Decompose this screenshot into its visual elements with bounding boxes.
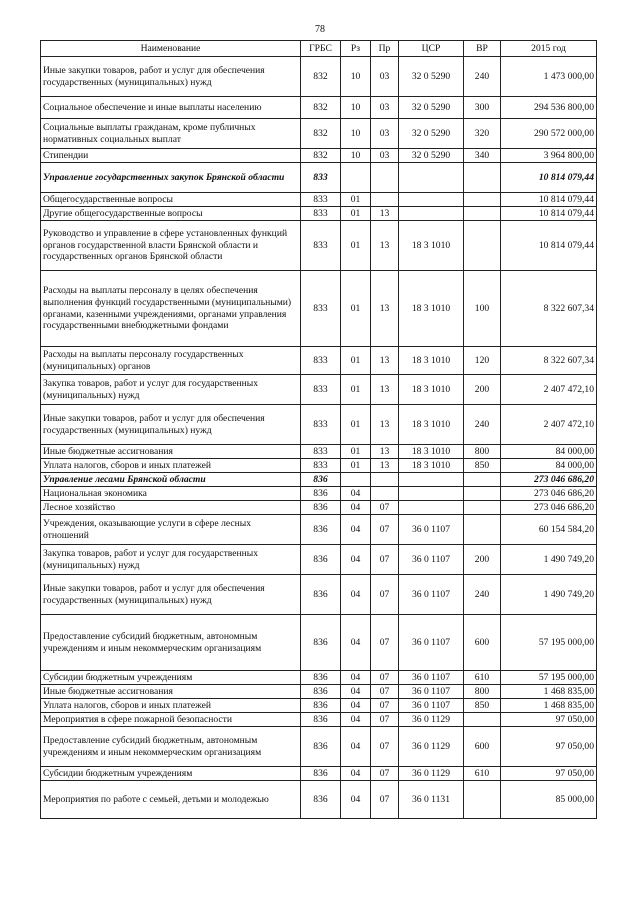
table-row [41, 163, 597, 193]
table-row [41, 207, 597, 221]
table-row [41, 97, 597, 119]
cell-rz: 04 [341, 699, 371, 713]
table-row [41, 615, 597, 671]
cell-pr: 13 [371, 445, 399, 459]
header-vr: ВР [464, 41, 501, 57]
cell-grbs: 833 [301, 207, 341, 221]
cell-rz: 01 [341, 459, 371, 473]
cell-pr: 03 [371, 149, 399, 163]
cell-sum: 1 468 835,00 [501, 699, 597, 713]
cell-vr [464, 207, 501, 221]
cell-rz: 01 [341, 271, 371, 347]
cell-grbs: 832 [301, 149, 341, 163]
cell-csr: 32 0 5290 [399, 97, 464, 119]
cell-pr: 13 [371, 221, 399, 271]
cell-vr: 800 [464, 445, 501, 459]
cell-sum: 57 195 000,00 [501, 671, 597, 685]
cell-vr: 320 [464, 119, 501, 149]
cell-grbs: 833 [301, 271, 341, 347]
cell-csr: 36 0 1131 [399, 781, 464, 819]
cell-name: Субсидии бюджетным учреждениям [41, 767, 301, 781]
cell-grbs: 836 [301, 671, 341, 685]
cell-name: Учреждения, оказывающие услуги в сфере лесных отношений [41, 515, 301, 545]
cell-sum: 1 468 835,00 [501, 685, 597, 699]
cell-sum: 97 050,00 [501, 767, 597, 781]
table-row [41, 713, 597, 727]
table-row [41, 149, 597, 163]
cell-rz: 01 [341, 207, 371, 221]
budget-table [40, 40, 597, 819]
cell-vr: 240 [464, 405, 501, 445]
cell-csr: 32 0 5290 [399, 149, 464, 163]
table-row [41, 767, 597, 781]
cell-pr: 03 [371, 119, 399, 149]
table-header-row [41, 41, 597, 57]
cell-csr [399, 473, 464, 487]
cell-grbs: 836 [301, 699, 341, 713]
cell-grbs: 833 [301, 221, 341, 271]
cell-name: Иные закупки товаров, работ и услуг для обеспечения государственных (муниципальных) нужд [41, 405, 301, 445]
table-row [41, 193, 597, 207]
cell-grbs: 833 [301, 193, 341, 207]
cell-rz: 01 [341, 445, 371, 459]
cell-sum: 294 536 800,00 [501, 97, 597, 119]
cell-rz: 04 [341, 713, 371, 727]
cell-sum: 60 154 584,20 [501, 515, 597, 545]
cell-pr: 07 [371, 671, 399, 685]
cell-vr [464, 487, 501, 501]
cell-rz: 04 [341, 615, 371, 671]
cell-pr: 07 [371, 515, 399, 545]
cell-pr: 07 [371, 545, 399, 575]
cell-vr: 610 [464, 671, 501, 685]
cell-rz: 04 [341, 767, 371, 781]
header-rz: Рз [341, 41, 371, 57]
table-row [41, 575, 597, 615]
cell-name: Субсидии бюджетным учреждениям [41, 671, 301, 685]
cell-vr [464, 221, 501, 271]
table-row [41, 487, 597, 501]
cell-grbs: 832 [301, 57, 341, 97]
cell-csr: 36 0 1107 [399, 615, 464, 671]
table-row [41, 473, 597, 487]
cell-sum: 10 814 079,44 [501, 207, 597, 221]
cell-vr: 240 [464, 57, 501, 97]
table-row [41, 501, 597, 515]
cell-name: Управление государственных закупок Брянской области [41, 163, 301, 193]
cell-rz: 04 [341, 727, 371, 767]
cell-pr: 07 [371, 781, 399, 819]
cell-grbs: 832 [301, 119, 341, 149]
cell-rz: 04 [341, 671, 371, 685]
cell-name: Расходы на выплаты персоналу в целях обеспечения выполнения функций государственными (муниципальными) органами, казенными учреждениями, органами управления государственными внебюджетными фондами [41, 271, 301, 347]
header-pr: Пр [371, 41, 399, 57]
cell-rz [341, 163, 371, 193]
cell-sum: 10 814 079,44 [501, 163, 597, 193]
cell-name: Социальные выплаты гражданам, кроме публичных нормативных социальных выплат [41, 119, 301, 149]
cell-grbs: 836 [301, 501, 341, 515]
table-row [41, 119, 597, 149]
cell-rz: 04 [341, 575, 371, 615]
cell-rz: 04 [341, 545, 371, 575]
cell-vr: 120 [464, 347, 501, 375]
cell-rz: 01 [341, 193, 371, 207]
cell-sum: 1 490 749,20 [501, 545, 597, 575]
cell-sum: 84 000,00 [501, 445, 597, 459]
cell-csr: 18 3 1010 [399, 405, 464, 445]
table-row [41, 347, 597, 375]
cell-pr: 07 [371, 699, 399, 713]
cell-rz: 04 [341, 781, 371, 819]
cell-name: Предоставление субсидий бюджетным, автономным учреждениям и иным некоммерческим организациям [41, 615, 301, 671]
cell-pr [371, 163, 399, 193]
cell-sum: 10 814 079,44 [501, 221, 597, 271]
cell-pr: 07 [371, 767, 399, 781]
cell-csr [399, 487, 464, 501]
cell-name: Другие общегосударственные вопросы [41, 207, 301, 221]
cell-pr: 07 [371, 501, 399, 515]
cell-pr: 03 [371, 57, 399, 97]
table-row [41, 375, 597, 405]
cell-name: Уплата налогов, сборов и иных платежей [41, 699, 301, 713]
cell-sum: 290 572 000,00 [501, 119, 597, 149]
cell-pr: 13 [371, 207, 399, 221]
cell-rz: 10 [341, 149, 371, 163]
cell-csr: 36 0 1107 [399, 685, 464, 699]
cell-csr: 36 0 1107 [399, 515, 464, 545]
cell-sum: 8 322 607,34 [501, 271, 597, 347]
cell-csr [399, 163, 464, 193]
cell-sum: 273 046 686,20 [501, 473, 597, 487]
cell-grbs: 836 [301, 713, 341, 727]
cell-vr: 610 [464, 767, 501, 781]
cell-sum: 84 000,00 [501, 459, 597, 473]
cell-grbs: 836 [301, 781, 341, 819]
cell-csr [399, 207, 464, 221]
cell-vr: 600 [464, 615, 501, 671]
cell-pr [371, 193, 399, 207]
cell-vr [464, 515, 501, 545]
cell-pr: 07 [371, 615, 399, 671]
cell-csr: 18 3 1010 [399, 445, 464, 459]
cell-csr [399, 193, 464, 207]
cell-name: Мероприятия в сфере пожарной безопасности [41, 713, 301, 727]
cell-rz [341, 473, 371, 487]
cell-name: Социальное обеспечение и иные выплаты населению [41, 97, 301, 119]
cell-csr: 32 0 5290 [399, 119, 464, 149]
cell-sum: 273 046 686,20 [501, 487, 597, 501]
header-sum: 2015 год [501, 41, 597, 57]
cell-sum: 1 490 749,20 [501, 575, 597, 615]
cell-vr: 800 [464, 685, 501, 699]
table-row [41, 515, 597, 545]
cell-pr: 13 [371, 347, 399, 375]
cell-sum: 57 195 000,00 [501, 615, 597, 671]
cell-rz: 04 [341, 515, 371, 545]
cell-pr: 07 [371, 685, 399, 699]
cell-name: Закупка товаров, работ и услуг для государственных (муниципальных) нужд [41, 375, 301, 405]
cell-grbs: 836 [301, 727, 341, 767]
cell-csr [399, 501, 464, 515]
cell-vr [464, 713, 501, 727]
table-row [41, 545, 597, 575]
cell-csr: 18 3 1010 [399, 221, 464, 271]
cell-grbs: 833 [301, 459, 341, 473]
cell-vr: 200 [464, 545, 501, 575]
cell-name: Иные бюджетные ассигнования [41, 685, 301, 699]
table-row [41, 57, 597, 97]
cell-name: Расходы на выплаты персоналу государственных (муниципальных) органов [41, 347, 301, 375]
cell-vr [464, 781, 501, 819]
cell-name: Мероприятия по работе с семьей, детьми и молодежью [41, 781, 301, 819]
cell-csr: 18 3 1010 [399, 347, 464, 375]
cell-vr [464, 193, 501, 207]
header-csr: ЦСР [399, 41, 464, 57]
cell-csr: 36 0 1107 [399, 575, 464, 615]
cell-name: Общегосударственные вопросы [41, 193, 301, 207]
cell-name: Иные закупки товаров, работ и услуг для обеспечения государственных (муниципальных) нужд [41, 575, 301, 615]
cell-rz: 01 [341, 347, 371, 375]
table-row [41, 671, 597, 685]
cell-pr [371, 473, 399, 487]
cell-grbs: 836 [301, 685, 341, 699]
cell-grbs: 836 [301, 473, 341, 487]
cell-name: Национальная экономика [41, 487, 301, 501]
cell-vr [464, 501, 501, 515]
cell-pr: 13 [371, 459, 399, 473]
cell-name: Стипендии [41, 149, 301, 163]
cell-sum: 85 000,00 [501, 781, 597, 819]
cell-sum: 1 473 000,00 [501, 57, 597, 97]
cell-grbs: 833 [301, 405, 341, 445]
table-row [41, 727, 597, 767]
cell-csr: 36 0 1107 [399, 545, 464, 575]
cell-vr [464, 473, 501, 487]
cell-rz: 04 [341, 487, 371, 501]
cell-grbs: 836 [301, 767, 341, 781]
cell-pr: 13 [371, 405, 399, 445]
cell-csr: 36 0 1129 [399, 767, 464, 781]
cell-pr: 07 [371, 713, 399, 727]
cell-rz: 10 [341, 119, 371, 149]
table-row [41, 405, 597, 445]
cell-grbs: 832 [301, 97, 341, 119]
cell-name: Уплата налогов, сборов и иных платежей [41, 459, 301, 473]
header-name: Наименование [41, 41, 301, 57]
cell-rz: 04 [341, 685, 371, 699]
cell-vr [464, 163, 501, 193]
table-row [41, 271, 597, 347]
cell-csr: 18 3 1010 [399, 271, 464, 347]
table-row [41, 221, 597, 271]
cell-sum: 2 407 472,10 [501, 375, 597, 405]
cell-pr: 03 [371, 97, 399, 119]
cell-name: Управление лесами Брянской области [41, 473, 301, 487]
cell-csr: 36 0 1107 [399, 699, 464, 713]
cell-sum: 3 964 800,00 [501, 149, 597, 163]
cell-grbs: 833 [301, 347, 341, 375]
table-row [41, 781, 597, 819]
cell-csr: 18 3 1010 [399, 459, 464, 473]
table-row [41, 699, 597, 713]
cell-pr: 07 [371, 575, 399, 615]
cell-csr: 32 0 5290 [399, 57, 464, 97]
cell-sum: 8 322 607,34 [501, 347, 597, 375]
cell-csr: 36 0 1107 [399, 671, 464, 685]
table-row [41, 685, 597, 699]
cell-vr: 100 [464, 271, 501, 347]
cell-name: Предоставление субсидий бюджетным, автономным учреждениям и иным некоммерческим организациям [41, 727, 301, 767]
cell-sum: 273 046 686,20 [501, 501, 597, 515]
cell-vr: 850 [464, 699, 501, 713]
cell-sum: 97 050,00 [501, 727, 597, 767]
cell-grbs: 833 [301, 163, 341, 193]
cell-name: Лесное хозяйство [41, 501, 301, 515]
cell-name: Иные бюджетные ассигнования [41, 445, 301, 459]
cell-vr: 200 [464, 375, 501, 405]
cell-rz: 01 [341, 375, 371, 405]
cell-name: Руководство и управление в сфере установленных функций органов государственной власти Брянской области и государственных органов Брянской области [41, 221, 301, 271]
cell-rz: 10 [341, 57, 371, 97]
cell-rz: 01 [341, 221, 371, 271]
cell-vr: 300 [464, 97, 501, 119]
cell-rz: 01 [341, 405, 371, 445]
cell-sum: 10 814 079,44 [501, 193, 597, 207]
cell-pr: 13 [371, 271, 399, 347]
cell-csr: 18 3 1010 [399, 375, 464, 405]
cell-rz: 04 [341, 501, 371, 515]
header-grbs: ГРБС [301, 41, 341, 57]
cell-sum: 2 407 472,10 [501, 405, 597, 445]
cell-name: Иные закупки товаров, работ и услуг для обеспечения государственных (муниципальных) нужд [41, 57, 301, 97]
table-row [41, 459, 597, 473]
cell-vr: 240 [464, 575, 501, 615]
cell-pr [371, 487, 399, 501]
cell-grbs: 833 [301, 445, 341, 459]
cell-name: Закупка товаров, работ и услуг для государственных (муниципальных) нужд [41, 545, 301, 575]
cell-vr: 340 [464, 149, 501, 163]
cell-grbs: 836 [301, 545, 341, 575]
table-row [41, 445, 597, 459]
cell-grbs: 836 [301, 615, 341, 671]
cell-csr: 36 0 1129 [399, 727, 464, 767]
cell-vr: 850 [464, 459, 501, 473]
cell-csr: 36 0 1129 [399, 713, 464, 727]
cell-grbs: 836 [301, 515, 341, 545]
cell-grbs: 836 [301, 487, 341, 501]
cell-grbs: 833 [301, 375, 341, 405]
cell-pr: 07 [371, 727, 399, 767]
cell-pr: 13 [371, 375, 399, 405]
page-number: 78 [315, 24, 325, 35]
cell-vr: 600 [464, 727, 501, 767]
cell-grbs: 836 [301, 575, 341, 615]
cell-sum: 97 050,00 [501, 713, 597, 727]
cell-rz: 10 [341, 97, 371, 119]
